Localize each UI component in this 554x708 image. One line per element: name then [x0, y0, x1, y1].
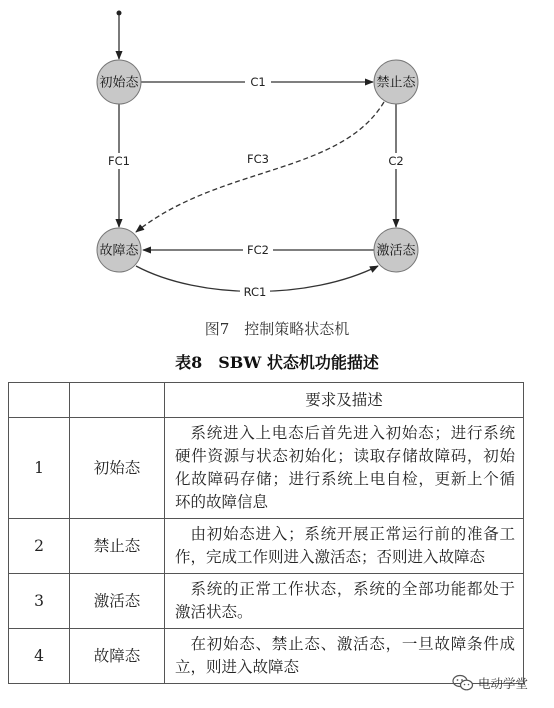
state-init-label: 初始态 — [99, 75, 139, 91]
table-row — [9, 629, 524, 684]
state-machine-diagram — [0, 0, 554, 310]
label-fc1: FC1 — [108, 154, 130, 168]
row-number: 1 — [9, 418, 70, 519]
header-state — [70, 383, 165, 418]
wechat-icon — [452, 674, 474, 692]
row-number: 3 — [9, 574, 70, 629]
table-row — [9, 574, 524, 629]
figure-caption: 图7 控制策略状态机 — [204, 320, 350, 338]
label-fc3: FC3 — [247, 152, 269, 166]
row-description: 在初始态、禁止态、激活态，一旦故障条件成立，则进入故障态 — [165, 629, 524, 684]
row-state: 故障态 — [70, 629, 165, 684]
sbw-state-table — [8, 382, 524, 684]
header-num — [9, 383, 70, 418]
row-description: 系统的正常工作状态，系统的全部功能都处于激活状态。 — [165, 574, 524, 629]
row-number: 4 — [9, 629, 70, 684]
table-row — [9, 418, 524, 519]
label-fc2: FC2 — [247, 243, 269, 257]
row-description: 系统进入上电态后首先进入初始态；进行系统硬件资源与状态初始化；读取存储故障码，初始化故障码存储；进行系统上电自检，更新上个循环的故障信息 — [165, 418, 524, 519]
watermark-text: 电动学堂 — [478, 676, 529, 691]
state-active-label: 激活态 — [376, 243, 416, 259]
state-fault-label: 故障态 — [99, 243, 139, 259]
table-caption: 表8 SBW 状态机功能描述 — [175, 353, 379, 372]
table-header-row — [9, 383, 524, 418]
entry-dot — [117, 11, 122, 16]
table-row — [9, 519, 524, 574]
row-description: 由初始态进入；系统开展正常运行前的准备工作，完成工作则进入激活态；否则进入故障态 — [165, 519, 524, 574]
label-c1: C1 — [250, 75, 266, 89]
label-c2: C2 — [388, 154, 404, 168]
state-disabled-label: 禁止态 — [376, 75, 416, 91]
row-state: 禁止态 — [70, 519, 165, 574]
row-state: 初始态 — [70, 418, 165, 519]
row-number: 2 — [9, 519, 70, 574]
row-state: 激活态 — [70, 574, 165, 629]
watermark — [452, 671, 546, 695]
label-rc1: RC1 — [243, 285, 267, 299]
header-description: 要求及描述 — [165, 383, 524, 418]
